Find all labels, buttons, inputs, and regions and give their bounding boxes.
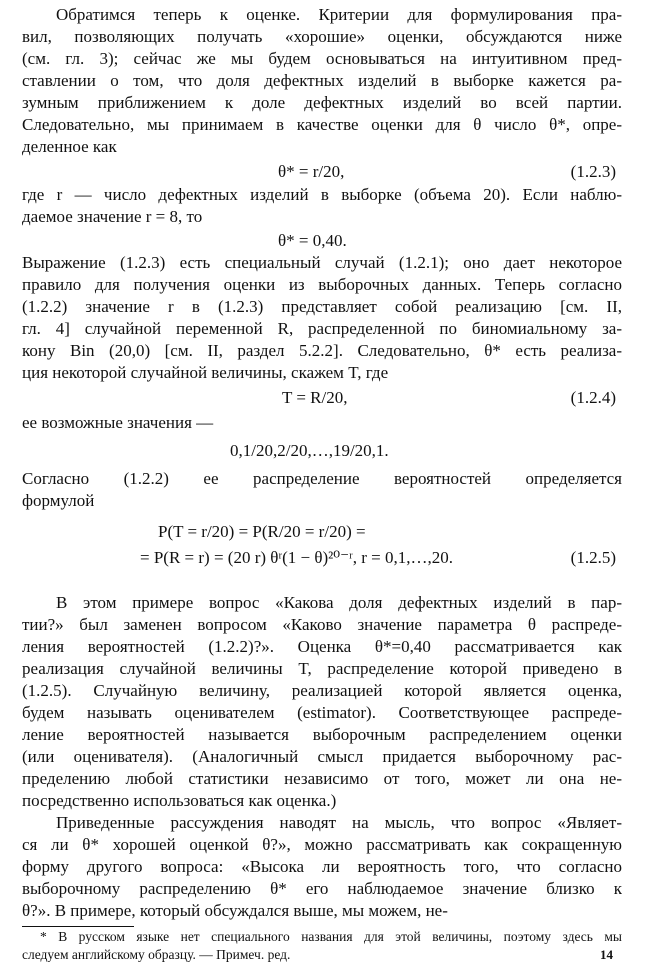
text-line: вил, позволяющих получать «хорошие» оценки, обсуждаются ниже <box>22 27 622 46</box>
text-line: ление вероятностей называется выборочным распределением оценки <box>22 725 622 744</box>
text-line: Согласно (1.2.2) ее распределение вероятностей определяется <box>22 469 622 488</box>
text-line: правило для получения оценки из выборочных данных. Теперь согласно <box>22 275 622 294</box>
text-line: (1.2.5). Случайную величину, реализацией которой является оценка, <box>22 681 622 700</box>
text-line: Обратимся теперь к оценке. Критерии для формулирования пра- <box>56 5 622 24</box>
text-line: форму другого вопроса: «Высока ли вероятность того, что согласно <box>22 857 622 876</box>
text-line: (или оценивателя). (Аналогичный смысл придается выборочному рас- <box>22 747 622 766</box>
equation-value: θ* = 0,40. <box>278 231 347 250</box>
text-line: реализация случайной величины T, распределение которой приведено в <box>22 659 622 678</box>
text-line: ставлении о том, что доля дефектных изделий в выборке кажется ра- <box>22 71 622 90</box>
text-line: выборочному распределению θ* его наблюдаемое значение близко к <box>22 879 622 898</box>
text-line: посредственно использоваться как оценка.) <box>22 791 337 810</box>
text-line: Следовательно, мы принимаем в качестве оценки для θ число θ*, опре- <box>22 115 622 134</box>
equation-1-2-3: θ* = r/20, <box>278 162 345 181</box>
text-line: где r — число дефектных изделий в выборке (объема 20). Если наблю- <box>22 185 622 204</box>
text-line: кону Bin (20,0) [см. II, раздел 5.2.2]. Следовательно, θ* есть реализа- <box>22 341 622 360</box>
footnote-line: следуем английскому образцу. — Примеч. ред. <box>22 947 291 962</box>
text-line: В этом примере вопрос «Какова доля дефектных изделий в пар- <box>56 593 622 612</box>
equation-number: (1.2.3) <box>570 162 616 181</box>
text-line: Выражение (1.2.3) есть специальный случай (1.2.1); оно дает некоторое <box>22 253 622 272</box>
text-line: ся ли θ* хорошей оценкой θ?», можно рассматривать как сокращенную <box>22 835 622 854</box>
text-line: деленное как <box>22 137 117 156</box>
text-line: тии?» был заменен вопросом «Каково значение параметра θ распреде- <box>22 615 622 634</box>
text-line: зумным приближением к доле дефектных изделий во всей партии. <box>22 93 622 112</box>
page-number: 14 <box>600 947 613 962</box>
footnote-divider <box>22 926 134 927</box>
equation-values: 0,1/20,2/20,…,19/20,1. <box>230 441 389 460</box>
text-line: пределению любой статистики независимо от того, может ли она не- <box>22 769 622 788</box>
text-line: даемое значение r = 8, то <box>22 207 203 226</box>
text-line: (см. гл. 3); сейчас же мы будем основываться на интуитивном пред- <box>22 49 622 68</box>
text-line: формулой <box>22 491 95 510</box>
equation-1-2-4: T = R/20, <box>282 388 348 407</box>
text-line: Приведенные рассуждения наводят на мысль, что вопрос «Являет- <box>56 813 622 832</box>
equation-number: (1.2.4) <box>570 388 616 407</box>
text-line: будем называть оценивателем (estimator). Соответствующее распреде- <box>22 703 622 722</box>
text-line: ления вероятностей (1.2.2)?». Оценка θ*=0,40 рассматривается как <box>22 637 622 656</box>
text-line: θ?». В примере, который обсуждался выше, мы можем, не- <box>22 901 448 920</box>
equation-1-2-5-line-2: = P(R = r) = (20 r) θʳ(1 − θ)²⁰⁻ʳ, r = 0,1,…,20. <box>140 548 453 567</box>
equation-1-2-5-line-1: P(T = r/20) = P(R/20 = r/20) = <box>158 522 366 541</box>
text-line: (1.2.2) значение r в (1.2.3) представляет собой реализацию [см. II, <box>22 297 622 316</box>
equation-number: (1.2.5) <box>570 548 616 567</box>
text-line: ее возможные значения — <box>22 413 214 432</box>
text-line: ция некоторой случайной величины, скажем T, где <box>22 363 389 382</box>
text-line: гл. 4] случайной переменной R, распределенной по биномиальному за- <box>22 319 622 338</box>
footnote-line: * В русском языке нет специального названия для этой величины, поэтому здесь мы <box>40 929 622 944</box>
